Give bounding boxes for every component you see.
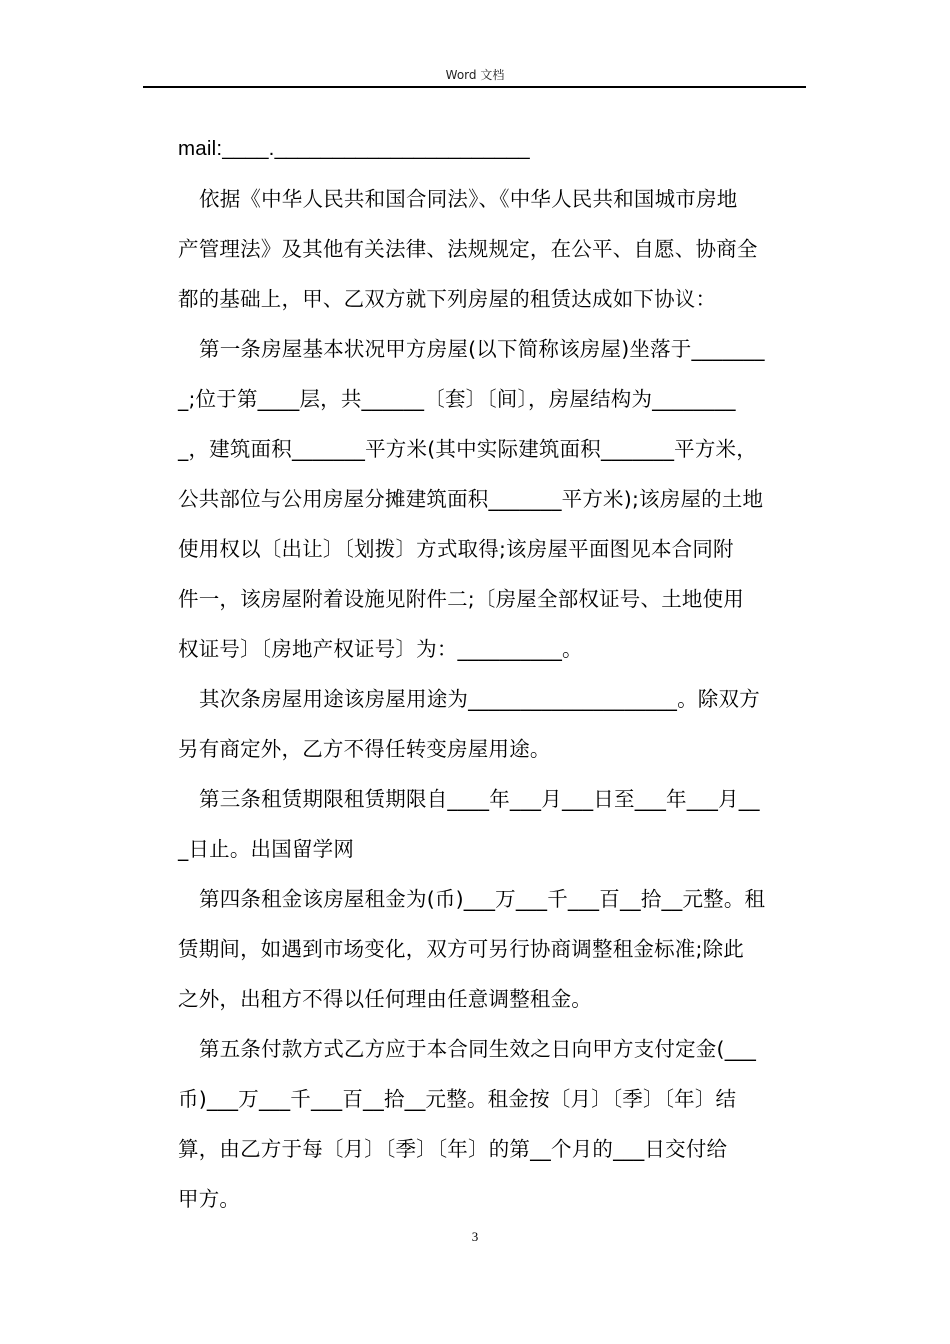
article-2-line: 另有商定外，乙方不得任转变房屋用途。 — [178, 737, 551, 761]
paragraph-preamble-line: 都的基础上，甲、乙双方就下列房屋的租赁达成如下协议： — [178, 287, 717, 311]
header-title: Word 文档 — [445, 68, 505, 82]
header-divider — [143, 86, 806, 88]
paragraph-preamble-line: 产管理法》及其他有关法律、法规规定，在公平、自愿、协商全 — [178, 237, 758, 261]
page-header — [0, 66, 950, 83]
article-5-line: 算，由乙方于每〔月〕〔季〕〔年〕的第__个月的___日交付给 — [178, 1137, 728, 1161]
article-1-line: _，建筑面积_______平方米(其中实际建筑面积_______平方米， — [178, 437, 757, 461]
paragraph-preamble-line: 依据《中华人民共和国合同法》、《中华人民共和国城市房地 — [199, 187, 738, 211]
article-2-line: 其次条房屋用途该房屋用途为____________________。除双方 — [199, 687, 760, 711]
article-4-line: 之外，出租方不得以任何理由任意调整租金。 — [178, 987, 592, 1011]
article-1-line: 件一，该房屋附着设施见附件二;〔房屋全部权证号、土地使用 — [178, 587, 745, 611]
article-3-line: 第三条租赁期限租赁期限自____年___月___日至___年___月__ — [199, 787, 760, 811]
page-number: 3 — [471, 1229, 479, 1244]
article-1-line: 公共部位与公用房屋分摊建筑面积_______平方米);该房屋的土地 — [178, 487, 764, 511]
email-line: mail:____.______________________ — [178, 137, 530, 160]
article-1-line: 权证号〕〔房地产权证号〕为：__________。 — [178, 637, 583, 661]
article-1-line: 使用权以〔出让〕〔划拨〕方式取得;该房屋平面图见本合同附 — [178, 537, 734, 561]
article-4-line: 赁期间，如遇到市场变化，双方可另行协商调整租金标准;除此 — [178, 937, 745, 961]
article-3-line: _日止。出国留学网 — [178, 837, 355, 861]
document-body — [178, 124, 806, 1224]
article-4-line: 第四条租金该房屋租金为(币)___万___千___百__拾__元整。租 — [199, 887, 766, 911]
article-5-line: 第五条付款方式乙方应于本合同生效之日向甲方支付定金(___ — [199, 1037, 757, 1061]
article-5-line: 甲方。 — [178, 1187, 241, 1211]
article-1-line: 第一条房屋基本状况甲方房屋(以下简称该房屋)坐落于_______ — [199, 337, 765, 361]
article-5-line: 币)___万___千___百__拾__元整。租金按〔月〕〔季〕〔年〕结 — [178, 1087, 737, 1111]
article-1-line: _;位于第____层，共______〔套〕〔间〕，房屋结构为________ — [178, 387, 736, 411]
